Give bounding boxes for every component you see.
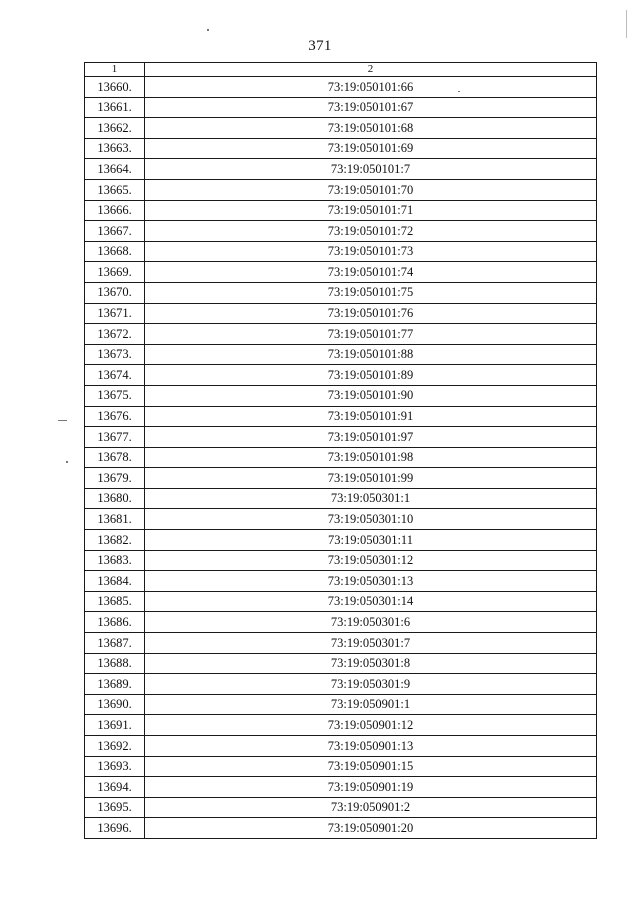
- row-index-cell: 13685.: [85, 591, 145, 612]
- column-header-cadastral-number: 2: [145, 63, 597, 77]
- table-row: [85, 97, 597, 118]
- row-index-cell: 13689.: [85, 674, 145, 695]
- row-index-cell: 13696.: [85, 818, 145, 839]
- scan-speck: [66, 461, 68, 463]
- table-row: [85, 550, 597, 571]
- row-index-cell: 13671.: [85, 303, 145, 324]
- row-index-cell: 13668.: [85, 241, 145, 262]
- table-row: [85, 468, 597, 489]
- table-row: [85, 633, 597, 654]
- cadastral-number-cell: 73:19:050301:10: [145, 509, 597, 530]
- cadastral-number-cell: 73:19:050101:75: [145, 282, 597, 303]
- cadastral-number-cell: 73:19:050901:12: [145, 715, 597, 736]
- table-row: [85, 200, 597, 221]
- cadastral-number-cell: 73:19:050901:2: [145, 797, 597, 818]
- row-index-cell: 13666.: [85, 200, 145, 221]
- table-row: [85, 777, 597, 798]
- row-index-cell: 13663.: [85, 138, 145, 159]
- column-header-index: 1: [85, 63, 145, 77]
- table-row: [85, 653, 597, 674]
- page-number: 371: [308, 38, 332, 54]
- table-row: [85, 756, 597, 777]
- table-row: [85, 138, 597, 159]
- cadastral-number-cell: 73:19:050101:67: [145, 97, 597, 118]
- row-index-cell: 13661.: [85, 97, 145, 118]
- cadastral-number-cell: 73:19:050101:68: [145, 118, 597, 139]
- cadastral-number-cell: 73:19:050101:70: [145, 179, 597, 200]
- row-index-cell: 13675.: [85, 385, 145, 406]
- table-row: [85, 427, 597, 448]
- row-index-cell: 13664.: [85, 159, 145, 180]
- table-row: [85, 324, 597, 345]
- table-row: [85, 488, 597, 509]
- cadastral-number-cell: 73:19:050101:97: [145, 427, 597, 448]
- cadastral-number-cell: 73:19:050901:1: [145, 694, 597, 715]
- table-row: [85, 406, 597, 427]
- row-index-cell: 13684.: [85, 571, 145, 592]
- table-row: [85, 179, 597, 200]
- row-index-cell: 13665.: [85, 179, 145, 200]
- cadastral-number-cell: 73:19:050101:69: [145, 138, 597, 159]
- cadastral-number-cell: 73:19:050101:71: [145, 200, 597, 221]
- cadastral-number-cell: 73:19:050301:13: [145, 571, 597, 592]
- table-row: [85, 385, 597, 406]
- table-row: [85, 221, 597, 242]
- row-index-cell: 13692.: [85, 736, 145, 757]
- cadastral-number-cell: 73:19:050901:15: [145, 756, 597, 777]
- row-index-cell: 13690.: [85, 694, 145, 715]
- table-row: [85, 674, 597, 695]
- table-row: [85, 344, 597, 365]
- table-row: [85, 818, 597, 839]
- cadastral-number-cell: 73:19:050901:19: [145, 777, 597, 798]
- row-index-cell: 13687.: [85, 633, 145, 654]
- table-row: [85, 77, 597, 98]
- table-row: [85, 303, 597, 324]
- row-index-cell: 13679.: [85, 468, 145, 489]
- table-row: [85, 530, 597, 551]
- cadastral-number-cell: 73:19:050101:72: [145, 221, 597, 242]
- table-row: [85, 736, 597, 757]
- cadastral-number-cell: 73:19:050301:14: [145, 591, 597, 612]
- row-index-cell: 13694.: [85, 777, 145, 798]
- cadastral-number-cell: 73:19:050101:74: [145, 262, 597, 283]
- scan-speck: [58, 420, 67, 421]
- row-index-cell: 13680.: [85, 488, 145, 509]
- cadastral-number-cell: 73:19:050301:12: [145, 550, 597, 571]
- row-index-cell: 13678.: [85, 447, 145, 468]
- row-index-cell: 13695.: [85, 797, 145, 818]
- row-index-cell: 13676.: [85, 406, 145, 427]
- cadastral-number-cell: 73:19:050901:13: [145, 736, 597, 757]
- cadastral-number-cell: 73:19:050301:9: [145, 674, 597, 695]
- row-index-cell: 13660.: [85, 77, 145, 98]
- cadastral-number-cell: 73:19:050101:98: [145, 447, 597, 468]
- table-row: [85, 262, 597, 283]
- table-row: [85, 612, 597, 633]
- cadastral-number-cell: 73:19:050901:20: [145, 818, 597, 839]
- table-row: [85, 694, 597, 715]
- row-index-cell: 13667.: [85, 221, 145, 242]
- table-row: [85, 365, 597, 386]
- table-row: [85, 797, 597, 818]
- cadastral-number-cell: 73:19:050101:88: [145, 344, 597, 365]
- row-index-cell: 13670.: [85, 282, 145, 303]
- table-header-row: [85, 63, 597, 77]
- row-index-cell: 13669.: [85, 262, 145, 283]
- row-index-cell: 13674.: [85, 365, 145, 386]
- table-row: [85, 447, 597, 468]
- cadastral-number-cell: 73:19:050301:7: [145, 633, 597, 654]
- table-row: [85, 571, 597, 592]
- row-index-cell: 13688.: [85, 653, 145, 674]
- cadastral-number-cell: 73:19:050101:89: [145, 365, 597, 386]
- cadastral-number-cell: 73:19:050101:77: [145, 324, 597, 345]
- scan-speck: [626, 10, 627, 38]
- table-row: [85, 715, 597, 736]
- scan-speck: [458, 91, 460, 92]
- table-row: [85, 591, 597, 612]
- table-row: [85, 509, 597, 530]
- cadastral-number-cell: 73:19:050301:8: [145, 653, 597, 674]
- cadastral-number-cell: 73:19:050101:66: [145, 77, 597, 98]
- scan-speck: [207, 29, 209, 31]
- row-index-cell: 13693.: [85, 756, 145, 777]
- row-index-cell: 13691.: [85, 715, 145, 736]
- row-index-cell: 13686.: [85, 612, 145, 633]
- cadastral-number-table: [84, 62, 597, 839]
- row-index-cell: 13682.: [85, 530, 145, 551]
- table-row: [85, 159, 597, 180]
- cadastral-number-cell: 73:19:050301:11: [145, 530, 597, 551]
- table-body: [85, 77, 597, 839]
- cadastral-number-cell: 73:19:050101:76: [145, 303, 597, 324]
- cadastral-number-cell: 73:19:050101:73: [145, 241, 597, 262]
- cadastral-number-cell: 73:19:050301:1: [145, 488, 597, 509]
- row-index-cell: 13677.: [85, 427, 145, 448]
- row-index-cell: 13681.: [85, 509, 145, 530]
- row-index-cell: 13672.: [85, 324, 145, 345]
- cadastral-number-cell: 73:19:050101:7: [145, 159, 597, 180]
- table-row: [85, 118, 597, 139]
- cadastral-number-cell: 73:19:050301:6: [145, 612, 597, 633]
- row-index-cell: 13673.: [85, 344, 145, 365]
- row-index-cell: 13683.: [85, 550, 145, 571]
- cadastral-number-cell: 73:19:050101:91: [145, 406, 597, 427]
- cadastral-number-cell: 73:19:050101:90: [145, 385, 597, 406]
- table-row: [85, 282, 597, 303]
- table-row: [85, 241, 597, 262]
- cadastral-number-cell: 73:19:050101:99: [145, 468, 597, 489]
- row-index-cell: 13662.: [85, 118, 145, 139]
